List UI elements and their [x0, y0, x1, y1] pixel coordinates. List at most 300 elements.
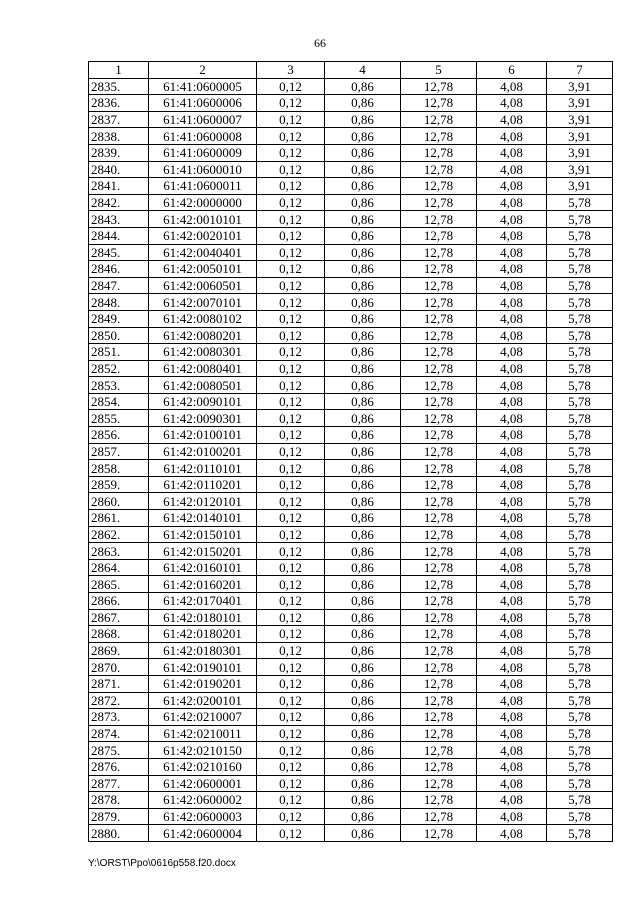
row-number: 2843. — [89, 211, 149, 228]
value-col-3: 0,12 — [257, 543, 325, 560]
value-col-6: 4,08 — [477, 692, 547, 709]
value-col-4: 0,86 — [325, 227, 401, 244]
row-number: 2855. — [89, 410, 149, 427]
row-number: 2876. — [89, 758, 149, 775]
value-col-6: 4,08 — [477, 609, 547, 626]
value-col-6: 4,08 — [477, 327, 547, 344]
value-col-3: 0,12 — [257, 194, 325, 211]
cadastral-code: 61:41:0600009 — [149, 144, 257, 161]
row-number: 2880. — [89, 825, 149, 842]
table-row — [89, 360, 613, 377]
row-number: 2857. — [89, 443, 149, 460]
value-col-3: 0,12 — [257, 427, 325, 444]
value-col-4: 0,86 — [325, 211, 401, 228]
table-row — [89, 410, 613, 427]
value-col-7: 5,78 — [547, 327, 613, 344]
value-col-7: 5,78 — [547, 526, 613, 543]
value-col-4: 0,86 — [325, 576, 401, 593]
value-col-7: 5,78 — [547, 543, 613, 560]
value-col-6: 4,08 — [477, 310, 547, 327]
cadastral-code: 61:42:0160201 — [149, 576, 257, 593]
table-row — [89, 443, 613, 460]
value-col-6: 4,08 — [477, 825, 547, 842]
value-col-7: 5,78 — [547, 510, 613, 527]
value-col-3: 0,12 — [257, 393, 325, 410]
cadastral-code: 61:42:0070101 — [149, 294, 257, 311]
column-header: 1 — [89, 62, 149, 79]
value-col-4: 0,86 — [325, 194, 401, 211]
value-col-3: 0,12 — [257, 675, 325, 692]
table-row — [89, 344, 613, 361]
value-col-6: 4,08 — [477, 277, 547, 294]
value-col-3: 0,12 — [257, 244, 325, 261]
value-col-7: 5,78 — [547, 642, 613, 659]
row-number: 2846. — [89, 261, 149, 278]
value-col-7: 3,91 — [547, 78, 613, 95]
value-col-3: 0,12 — [257, 410, 325, 427]
value-col-4: 0,86 — [325, 460, 401, 477]
value-col-6: 4,08 — [477, 227, 547, 244]
column-header: 6 — [477, 62, 547, 79]
value-col-5: 12,78 — [401, 675, 477, 692]
value-col-6: 4,08 — [477, 659, 547, 676]
row-number: 2871. — [89, 675, 149, 692]
table-row — [89, 526, 613, 543]
row-number: 2868. — [89, 626, 149, 643]
cadastral-code: 61:42:0080401 — [149, 360, 257, 377]
cadastral-code: 61:42:0010101 — [149, 211, 257, 228]
row-number: 2878. — [89, 792, 149, 809]
value-col-4: 0,86 — [325, 559, 401, 576]
value-col-7: 5,78 — [547, 194, 613, 211]
row-number: 2872. — [89, 692, 149, 709]
value-col-3: 0,12 — [257, 559, 325, 576]
cadastral-code: 61:42:0100101 — [149, 427, 257, 444]
cadastral-code: 61:42:0050101 — [149, 261, 257, 278]
column-header: 2 — [149, 62, 257, 79]
value-col-6: 4,08 — [477, 626, 547, 643]
value-col-4: 0,86 — [325, 377, 401, 394]
value-col-5: 12,78 — [401, 360, 477, 377]
value-col-7: 5,78 — [547, 344, 613, 361]
table-row — [89, 244, 613, 261]
row-number: 2866. — [89, 593, 149, 610]
value-col-6: 4,08 — [477, 593, 547, 610]
cadastral-code: 61:42:0080301 — [149, 344, 257, 361]
value-col-5: 12,78 — [401, 310, 477, 327]
row-number: 2838. — [89, 128, 149, 145]
value-col-3: 0,12 — [257, 261, 325, 278]
table-row — [89, 460, 613, 477]
value-col-6: 4,08 — [477, 294, 547, 311]
value-col-4: 0,86 — [325, 360, 401, 377]
value-col-4: 0,86 — [325, 642, 401, 659]
table-row — [89, 128, 613, 145]
value-col-4: 0,86 — [325, 344, 401, 361]
cadastral-code: 61:41:0600006 — [149, 95, 257, 112]
value-col-3: 0,12 — [257, 659, 325, 676]
value-col-3: 0,12 — [257, 725, 325, 742]
value-col-4: 0,86 — [325, 593, 401, 610]
value-col-5: 12,78 — [401, 775, 477, 792]
value-col-7: 5,78 — [547, 460, 613, 477]
value-col-4: 0,86 — [325, 725, 401, 742]
table-row — [89, 427, 613, 444]
cadastral-code: 61:42:0190101 — [149, 659, 257, 676]
value-col-7: 5,78 — [547, 294, 613, 311]
value-col-3: 0,12 — [257, 526, 325, 543]
table-header-row — [89, 62, 613, 79]
value-col-4: 0,86 — [325, 543, 401, 560]
value-col-4: 0,86 — [325, 758, 401, 775]
value-col-3: 0,12 — [257, 443, 325, 460]
table-row — [89, 393, 613, 410]
value-col-7: 5,78 — [547, 427, 613, 444]
value-col-4: 0,86 — [325, 675, 401, 692]
data-table — [88, 61, 613, 842]
cadastral-code: 61:42:0210007 — [149, 709, 257, 726]
document-path: Y:\ORST\Ppo\0616p558.f20.docx — [88, 858, 236, 869]
value-col-6: 4,08 — [477, 460, 547, 477]
value-col-6: 4,08 — [477, 543, 547, 560]
value-col-5: 12,78 — [401, 825, 477, 842]
row-number: 2840. — [89, 161, 149, 178]
row-number: 2875. — [89, 742, 149, 759]
value-col-7: 3,91 — [547, 178, 613, 195]
value-col-4: 0,86 — [325, 609, 401, 626]
row-number: 2863. — [89, 543, 149, 560]
value-col-7: 3,91 — [547, 128, 613, 145]
value-col-3: 0,12 — [257, 642, 325, 659]
row-number: 2853. — [89, 377, 149, 394]
value-col-6: 4,08 — [477, 78, 547, 95]
value-col-3: 0,12 — [257, 476, 325, 493]
value-col-5: 12,78 — [401, 709, 477, 726]
value-col-6: 4,08 — [477, 642, 547, 659]
value-col-5: 12,78 — [401, 427, 477, 444]
value-col-3: 0,12 — [257, 742, 325, 759]
value-col-7: 5,78 — [547, 443, 613, 460]
value-col-3: 0,12 — [257, 128, 325, 145]
value-col-7: 5,78 — [547, 277, 613, 294]
row-number: 2845. — [89, 244, 149, 261]
value-col-4: 0,86 — [325, 294, 401, 311]
value-col-3: 0,12 — [257, 178, 325, 195]
row-number: 2877. — [89, 775, 149, 792]
cadastral-code: 61:42:0180201 — [149, 626, 257, 643]
table-row — [89, 543, 613, 560]
value-col-5: 12,78 — [401, 410, 477, 427]
cadastral-code: 61:42:0040401 — [149, 244, 257, 261]
value-col-3: 0,12 — [257, 792, 325, 809]
table-row — [89, 493, 613, 510]
value-col-6: 4,08 — [477, 443, 547, 460]
value-col-6: 4,08 — [477, 526, 547, 543]
value-col-6: 4,08 — [477, 559, 547, 576]
value-col-5: 12,78 — [401, 543, 477, 560]
cadastral-code: 61:42:0080201 — [149, 327, 257, 344]
value-col-5: 12,78 — [401, 178, 477, 195]
value-col-5: 12,78 — [401, 659, 477, 676]
row-number: 2856. — [89, 427, 149, 444]
row-number: 2849. — [89, 310, 149, 327]
row-number: 2835. — [89, 78, 149, 95]
value-col-5: 12,78 — [401, 559, 477, 576]
table-row — [89, 261, 613, 278]
table-row — [89, 377, 613, 394]
value-col-7: 3,91 — [547, 111, 613, 128]
value-col-3: 0,12 — [257, 78, 325, 95]
cadastral-code: 61:42:0060501 — [149, 277, 257, 294]
value-col-5: 12,78 — [401, 393, 477, 410]
value-col-6: 4,08 — [477, 725, 547, 742]
cadastral-code: 61:41:0600011 — [149, 178, 257, 195]
value-col-7: 5,78 — [547, 692, 613, 709]
value-col-4: 0,86 — [325, 78, 401, 95]
value-col-5: 12,78 — [401, 692, 477, 709]
table-row — [89, 609, 613, 626]
value-col-7: 5,78 — [547, 675, 613, 692]
table-row — [89, 78, 613, 95]
cadastral-code: 61:42:0600002 — [149, 792, 257, 809]
value-col-6: 4,08 — [477, 144, 547, 161]
value-col-3: 0,12 — [257, 576, 325, 593]
value-col-4: 0,86 — [325, 742, 401, 759]
row-number: 2852. — [89, 360, 149, 377]
value-col-5: 12,78 — [401, 377, 477, 394]
row-number: 2865. — [89, 576, 149, 593]
value-col-7: 5,78 — [547, 742, 613, 759]
value-col-5: 12,78 — [401, 808, 477, 825]
table-row — [89, 626, 613, 643]
value-col-5: 12,78 — [401, 476, 477, 493]
row-number: 2848. — [89, 294, 149, 311]
value-col-5: 12,78 — [401, 261, 477, 278]
table-row — [89, 327, 613, 344]
row-number: 2860. — [89, 493, 149, 510]
cadastral-code: 61:42:0600004 — [149, 825, 257, 842]
table-row — [89, 310, 613, 327]
value-col-4: 0,86 — [325, 261, 401, 278]
value-col-6: 4,08 — [477, 808, 547, 825]
value-col-3: 0,12 — [257, 344, 325, 361]
value-col-5: 12,78 — [401, 111, 477, 128]
cadastral-code: 61:42:0180101 — [149, 609, 257, 626]
table-row — [89, 725, 613, 742]
value-col-4: 0,86 — [325, 825, 401, 842]
value-col-6: 4,08 — [477, 360, 547, 377]
value-col-3: 0,12 — [257, 161, 325, 178]
cadastral-code: 61:42:0150201 — [149, 543, 257, 560]
value-col-4: 0,86 — [325, 692, 401, 709]
cadastral-code: 61:42:0100201 — [149, 443, 257, 460]
cadastral-code: 61:42:0160101 — [149, 559, 257, 576]
value-col-7: 5,78 — [547, 825, 613, 842]
row-number: 2854. — [89, 393, 149, 410]
value-col-4: 0,86 — [325, 792, 401, 809]
table-body — [89, 78, 613, 841]
cadastral-code: 61:42:0150101 — [149, 526, 257, 543]
value-col-3: 0,12 — [257, 626, 325, 643]
value-col-3: 0,12 — [257, 294, 325, 311]
value-col-3: 0,12 — [257, 360, 325, 377]
row-number: 2874. — [89, 725, 149, 742]
value-col-4: 0,86 — [325, 808, 401, 825]
cadastral-code: 61:42:0090101 — [149, 393, 257, 410]
value-col-7: 5,78 — [547, 626, 613, 643]
value-col-4: 0,86 — [325, 178, 401, 195]
cadastral-code: 61:42:0600001 — [149, 775, 257, 792]
value-col-5: 12,78 — [401, 742, 477, 759]
value-col-3: 0,12 — [257, 310, 325, 327]
value-col-7: 5,78 — [547, 227, 613, 244]
row-number: 2862. — [89, 526, 149, 543]
value-col-6: 4,08 — [477, 244, 547, 261]
table-row — [89, 742, 613, 759]
value-col-4: 0,86 — [325, 626, 401, 643]
value-col-6: 4,08 — [477, 211, 547, 228]
value-col-7: 5,78 — [547, 709, 613, 726]
table-row — [89, 775, 613, 792]
value-col-4: 0,86 — [325, 393, 401, 410]
value-col-5: 12,78 — [401, 443, 477, 460]
value-col-3: 0,12 — [257, 758, 325, 775]
value-col-6: 4,08 — [477, 427, 547, 444]
value-col-7: 5,78 — [547, 493, 613, 510]
table-row — [89, 709, 613, 726]
table-row — [89, 111, 613, 128]
value-col-4: 0,86 — [325, 659, 401, 676]
cadastral-code: 61:42:0180301 — [149, 642, 257, 659]
value-col-5: 12,78 — [401, 593, 477, 610]
value-col-7: 5,78 — [547, 792, 613, 809]
row-number: 2841. — [89, 178, 149, 195]
value-col-6: 4,08 — [477, 178, 547, 195]
cadastral-code: 61:41:0600005 — [149, 78, 257, 95]
value-col-6: 4,08 — [477, 675, 547, 692]
value-col-5: 12,78 — [401, 792, 477, 809]
cadastral-code: 61:41:0600008 — [149, 128, 257, 145]
cadastral-code: 61:42:0210011 — [149, 725, 257, 742]
value-col-3: 0,12 — [257, 95, 325, 112]
value-col-7: 5,78 — [547, 310, 613, 327]
cadastral-code: 61:42:0080501 — [149, 377, 257, 394]
value-col-4: 0,86 — [325, 161, 401, 178]
value-col-6: 4,08 — [477, 792, 547, 809]
value-col-6: 4,08 — [477, 111, 547, 128]
value-col-3: 0,12 — [257, 277, 325, 294]
value-col-3: 0,12 — [257, 709, 325, 726]
value-col-4: 0,86 — [325, 510, 401, 527]
value-col-4: 0,86 — [325, 526, 401, 543]
value-col-7: 5,78 — [547, 360, 613, 377]
value-col-4: 0,86 — [325, 128, 401, 145]
value-col-5: 12,78 — [401, 277, 477, 294]
value-col-6: 4,08 — [477, 709, 547, 726]
value-col-5: 12,78 — [401, 344, 477, 361]
row-number: 2861. — [89, 510, 149, 527]
value-col-7: 5,78 — [547, 377, 613, 394]
value-col-3: 0,12 — [257, 825, 325, 842]
value-col-6: 4,08 — [477, 576, 547, 593]
value-col-4: 0,86 — [325, 327, 401, 344]
value-col-7: 5,78 — [547, 609, 613, 626]
value-col-5: 12,78 — [401, 576, 477, 593]
table-row — [89, 211, 613, 228]
value-col-3: 0,12 — [257, 493, 325, 510]
value-col-3: 0,12 — [257, 144, 325, 161]
value-col-5: 12,78 — [401, 609, 477, 626]
value-col-7: 5,78 — [547, 775, 613, 792]
table-row — [89, 476, 613, 493]
cadastral-code: 61:42:0190201 — [149, 675, 257, 692]
value-col-3: 0,12 — [257, 377, 325, 394]
value-col-6: 4,08 — [477, 775, 547, 792]
table-row — [89, 95, 613, 112]
row-number: 2873. — [89, 709, 149, 726]
value-col-7: 5,78 — [547, 393, 613, 410]
row-number: 2864. — [89, 559, 149, 576]
value-col-4: 0,86 — [325, 244, 401, 261]
value-col-6: 4,08 — [477, 161, 547, 178]
row-number: 2844. — [89, 227, 149, 244]
value-col-3: 0,12 — [257, 111, 325, 128]
value-col-6: 4,08 — [477, 510, 547, 527]
table-row — [89, 758, 613, 775]
value-col-7: 5,78 — [547, 211, 613, 228]
cadastral-code: 61:42:0080102 — [149, 310, 257, 327]
value-col-3: 0,12 — [257, 227, 325, 244]
value-col-5: 12,78 — [401, 725, 477, 742]
value-col-6: 4,08 — [477, 493, 547, 510]
table-row — [89, 178, 613, 195]
row-number: 2847. — [89, 277, 149, 294]
table-row — [89, 576, 613, 593]
column-header: 5 — [401, 62, 477, 79]
value-col-7: 3,91 — [547, 144, 613, 161]
value-col-5: 12,78 — [401, 626, 477, 643]
value-col-5: 12,78 — [401, 244, 477, 261]
value-col-4: 0,86 — [325, 476, 401, 493]
cadastral-code: 61:42:0170401 — [149, 593, 257, 610]
cadastral-code: 61:42:0110201 — [149, 476, 257, 493]
row-number: 2851. — [89, 344, 149, 361]
table-row — [89, 659, 613, 676]
cadastral-code: 61:42:0120101 — [149, 493, 257, 510]
table-row — [89, 642, 613, 659]
value-col-7: 5,78 — [547, 725, 613, 742]
value-col-3: 0,12 — [257, 692, 325, 709]
table-row — [89, 161, 613, 178]
value-col-7: 5,78 — [547, 476, 613, 493]
row-number: 2879. — [89, 808, 149, 825]
value-col-4: 0,86 — [325, 111, 401, 128]
value-col-5: 12,78 — [401, 128, 477, 145]
table-row — [89, 277, 613, 294]
value-col-6: 4,08 — [477, 758, 547, 775]
value-col-6: 4,08 — [477, 344, 547, 361]
value-col-4: 0,86 — [325, 95, 401, 112]
cadastral-code: 61:42:0140101 — [149, 510, 257, 527]
value-col-4: 0,86 — [325, 775, 401, 792]
value-col-7: 5,78 — [547, 576, 613, 593]
value-col-6: 4,08 — [477, 393, 547, 410]
table-row — [89, 294, 613, 311]
cadastral-code: 61:42:0600003 — [149, 808, 257, 825]
value-col-4: 0,86 — [325, 427, 401, 444]
value-col-6: 4,08 — [477, 261, 547, 278]
table-row — [89, 194, 613, 211]
